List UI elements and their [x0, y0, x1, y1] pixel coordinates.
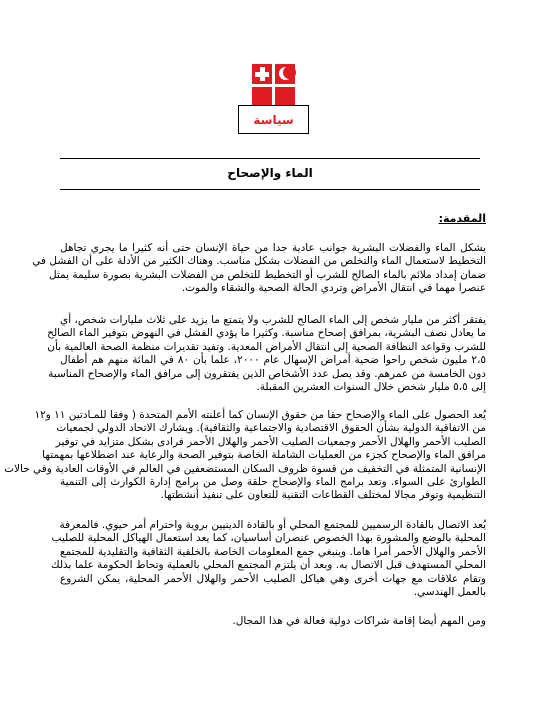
paragraph-line: الأحمر والهلال الأحمر أمرا هاما. وينبغي جمع المعلومات الخاصة بالخلفية الثقافية والتقليدية للمجتمع — [60, 545, 486, 558]
paragraph-line: بالعمل الهندسي. — [413, 586, 486, 599]
paragraph-line: يُعد الاتصال بالقادة الرسميين للمجتمع المحلي أو بالقادة الدينيين بروية واحترام أمر حيوي. فالمعرفة — [59, 519, 486, 531]
paragraph-line: المحلي المستهدف قبل الاتصال به. وبعد أن يلتزم المجتمع المحلي بالعملية وتحاط الحكومة علما بذلك — [51, 559, 486, 572]
red-cross-tile — [252, 64, 272, 84]
paragraph-line: دون الخامسة من عمرهم. وقد يصل عدد الأشخاص الذين يفتقرون إلى مرافق الماء والإصحاح المناسبة — [48, 367, 486, 380]
paragraph-line: يفتقر أكثر من مليار شخص إلى الماء الصالح للشرب ولا يتمتع ما يزيد على ثلاث مليارات شخص، أي — [60, 314, 486, 326]
red-crescent-icon — [279, 67, 292, 80]
paragraph-line: ما يعادل نصف البشرية، بمرافق إصحاح مناسبة. وكثيرا ما يؤدي الفشل في النهوض بتوفير الماء الصالح — [47, 327, 486, 340]
red-cross-icon — [252, 64, 272, 84]
paragraph-line: مرافق الماء والإصحاح كجزء من العمليات الشاملة الخاصة بتوفير الصحة والرعاية عند اضطلاعها بمهمتها — [42, 449, 486, 462]
introduction-heading: المقدمة: — [438, 212, 486, 225]
paragraph-line: إلى ٥،٥ مليار شخص خلال السنوات العشرين المقبلة. — [256, 381, 486, 394]
paragraph-line: يُعد الحصول على الماء والإصحاح حقا من حقوق الإنسان كما أعلنته الأمم المتحدة ( وفقا للمـادتين ١١ و١٢ — [34, 409, 486, 421]
paragraph-line: ٢،٥ مليون شخص راحوا ضحية أمراض الإسهال عام ٢٠٠٠، علما بأن ٨٠ في المائة منهم هم أطفال — [60, 354, 486, 367]
paragraph-line: الإنسانية المتمثلة في التخفيف من قسوة ظروف السكان المستضعفين في العالم في الأوقات العادية وفي حالات — [4, 462, 486, 475]
paragraph — [47, 314, 486, 394]
paragraph-line: الصليب الأحمر والهلال الأحمر وجمعيات الصليب الأحمر والهلال الأحمر فرادى بشكل متزايد في توفير — [55, 435, 486, 448]
paragraph-line: الطوارئ على السواء. وتعد برامج الماء والإصحاح حلقة وصل من برامج إدارة الكوارث إلى التنمية — [60, 476, 486, 489]
red-cross-red-crescent-logo — [252, 64, 295, 107]
paragraph — [60, 615, 486, 628]
paragraph-line: يشكل الماء والفضلات البشرية جوانب عادية جدا من حياة الإنسان حتى أنه كثيرا ما يجري تجاهل — [60, 242, 486, 254]
title-divider-top — [60, 158, 480, 159]
paragraph-line: ضمان إمداد ملائم بالماء الصالح للشرب أو التخطيط للتخلص من الفضلات البشرية بصورة سليمة يمثل — [48, 268, 486, 281]
paragraph-line: عنصرا مهما في انتقال الأمراض وتردي الحالة الصحية والشقاء والموت. — [181, 282, 486, 295]
paragraph-line: للشرب وقواعد النظافة الصحية إلى انتقال الأمراض المعدية. وتفيد تقديرات منظمة الصحة العالمية بأن — [47, 340, 486, 353]
section-label: سياسة — [238, 105, 309, 134]
paragraph — [51, 519, 486, 599]
paragraph-line: التنظيمية وتوفر مجالا لمختلف القطاعات التقنية للتعاون على تنفيذ أنشطتها. — [160, 489, 486, 502]
paragraph-line: التخطيط لاستعمال الماء والتخلص من الفضلات بشكل مناسب. وهناك الكثير من الأدلة على أن الفشل في — [32, 255, 486, 268]
logo-tile — [252, 87, 272, 107]
paragraph — [32, 242, 486, 296]
paragraph — [4, 409, 486, 503]
title-divider-bottom — [60, 189, 480, 190]
paragraph-line: المحلية بالوضع والمشورة بهذا الخصوص عنصران أساسيان، كما يعد استعمال الهياكل المحلية للصليب — [51, 532, 486, 545]
paragraph-line: وتقام علاقات مع جهات أخرى وهي هياكل الصليب الأحمر والهلال الأحمر المحلية، يمكن الشروع — [60, 572, 486, 585]
red-crescent-tile — [275, 64, 295, 84]
logo-tile — [275, 87, 295, 107]
paragraph-line: من الاتفاقية الدولية بشأن الحقوق الاقتصادية والاجتماعية والثقافية). ويشارك الاتحاد الدولي لجمعيات — [56, 422, 486, 435]
page-title: الماء والإصحاح — [227, 166, 313, 180]
paragraph-line: ومن المهم أيضا إقامة شراكات دولية فعالة في هذا المجال. — [232, 615, 486, 627]
